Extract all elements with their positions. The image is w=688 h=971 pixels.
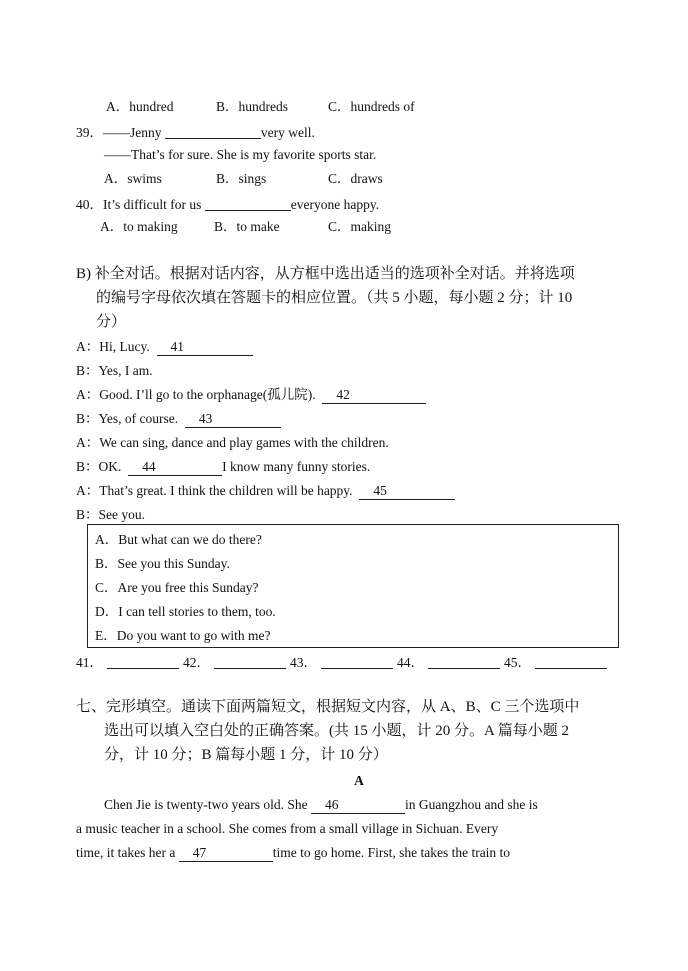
answer-number: 44． [397,655,424,670]
dialogue-text: Good. I’ll go to the orphanage(孤儿院). [99,387,316,402]
q39-answer-blank[interactable] [165,124,261,139]
blank-47-number: 47 [192,845,207,860]
dialogue-line [76,482,455,500]
answer-row [76,652,611,672]
box-option-e: E．Do you want to go with me? [95,628,271,643]
dialogue-text: We can sing, dance and play games with the children. [99,435,389,450]
passage-line1 [104,796,538,814]
answer-number: 45． [504,655,531,670]
blank-41[interactable] [157,339,253,356]
q39-stem [76,122,315,142]
q39-stem-start: ——Jenny [103,125,162,140]
section-b-instruction-line2: 的编号字母依次填在答题卡的相应位置。（共 5 小题，每小题 2 分；计 10 [96,290,573,306]
q38-option-b: B．hundreds [216,99,288,114]
section-7-instruction-line1: 七、完形填空。通读下面两篇短文，根据短文内容，从 A、B、C 三个选项中 [76,699,580,715]
dialogue-speaker: A： [76,339,100,354]
q40-option-b: B．to make [214,219,280,234]
q40-number: 40． [76,197,103,212]
answer-number: 43． [290,655,317,670]
q39-option-c: C．draws [328,171,383,186]
answer-number: 42． [183,655,210,670]
answer-blank-42[interactable] [214,654,286,669]
dialogue-text: See you. [98,507,146,522]
dialogue-line [76,410,281,428]
dialogue-line [76,362,153,380]
blank-44[interactable] [128,459,222,476]
dialogue-line [76,458,370,476]
passage-line1-end: in Guangzhou and she is [404,797,538,812]
q40-stem [76,194,379,214]
blank-43[interactable] [185,411,281,428]
dialogue-text: Yes, of course. [98,411,179,426]
dialogue-speaker: A： [76,435,100,450]
dialogue-speaker: A： [76,387,100,402]
answer-number: 41． [76,655,103,670]
q39-option-b: B．sings [216,171,267,186]
dialogue-line [76,434,389,452]
dialogue-text-after: I know many funny stories. [222,459,371,474]
blank-42-number: 42 [336,387,350,402]
blank-41-number: 41 [170,339,184,354]
answer-blank-45[interactable] [535,654,607,669]
dialogue-line [76,338,253,356]
answer-blank-41[interactable] [107,654,179,669]
dialogue-speaker: B： [76,363,99,378]
q39-option-a: A．swims [104,171,162,186]
q39-stem-end: very well. [260,125,315,140]
section-b-instruction-line3: 分） [96,314,127,330]
dialogue-text: Yes, I am. [98,363,153,378]
q40-option-c: C．making [328,219,391,234]
blank-47[interactable] [179,845,273,862]
answer-blank-43[interactable] [321,654,393,669]
blank-45[interactable] [359,483,455,500]
q40-option-a: A．to making [100,219,178,234]
passage-line3-end: time to go home. First, she takes the train to [272,845,511,860]
blank-46-number: 46 [324,797,339,812]
passage-title: A [354,773,364,788]
dialogue-line [76,386,426,404]
passage-line1-start: Chen Jie is twenty-two years old. She [104,797,308,812]
q38-options [106,98,415,116]
dialogue-line [76,506,145,524]
q38-option-c: C．hundreds of [328,99,415,114]
dialogue-speaker: B： [76,507,99,522]
box-option-d: D．I can tell stories to them, too. [95,604,276,619]
dialogue-speaker: B： [76,411,99,426]
box-option-c: C．Are you free this Sunday? [95,580,259,595]
blank-42[interactable] [322,387,426,404]
section-b-instruction-line1: B) 补全对话。根据对话内容，从方框中选出适当的选项补全对话。并将选项 [76,266,575,282]
blank-46[interactable] [311,797,405,814]
dialogue-speaker: A： [76,483,100,498]
q40-options [100,218,391,236]
q39-options [104,170,383,188]
section-7-instruction-line2: 选出可以填入空白处的正确答案。(共 15 小题，计 20 分。A 篇每小题 2 [104,723,570,739]
q39-number: 39． [76,125,103,140]
passage-line3-start: time, it takes her a [76,845,176,860]
dialogue-text: Hi, Lucy. [99,339,150,354]
blank-44-number: 44 [142,459,156,474]
dialogue-text: That’s great. I think the children will be happy. [99,483,353,498]
box-option-b: B．See you this Sunday. [95,556,230,571]
section-7-instruction-line3: 分，计 10 分；B 篇每小题 1 分，计 10 分） [104,747,388,763]
q40-stem-end: everyone happy. [290,197,380,212]
q40-stem-start: It’s difficult for us [103,197,202,212]
blank-45-number: 45 [373,483,387,498]
dialogue-text: OK. [98,459,122,474]
dialogue-speaker: B： [76,459,99,474]
q40-answer-blank[interactable] [205,196,291,211]
passage-line2: a music teacher in a school. She comes from a small village in Sichuan. Every [76,821,499,836]
passage-line3 [76,844,510,862]
q38-option-a: A．hundred [106,99,174,114]
q39-reply: ——That’s for sure. She is my favorite sports star. [104,147,377,162]
box-option-a: A．But what can we do there? [95,532,262,547]
answer-blank-44[interactable] [428,654,500,669]
blank-43-number: 43 [198,411,213,426]
